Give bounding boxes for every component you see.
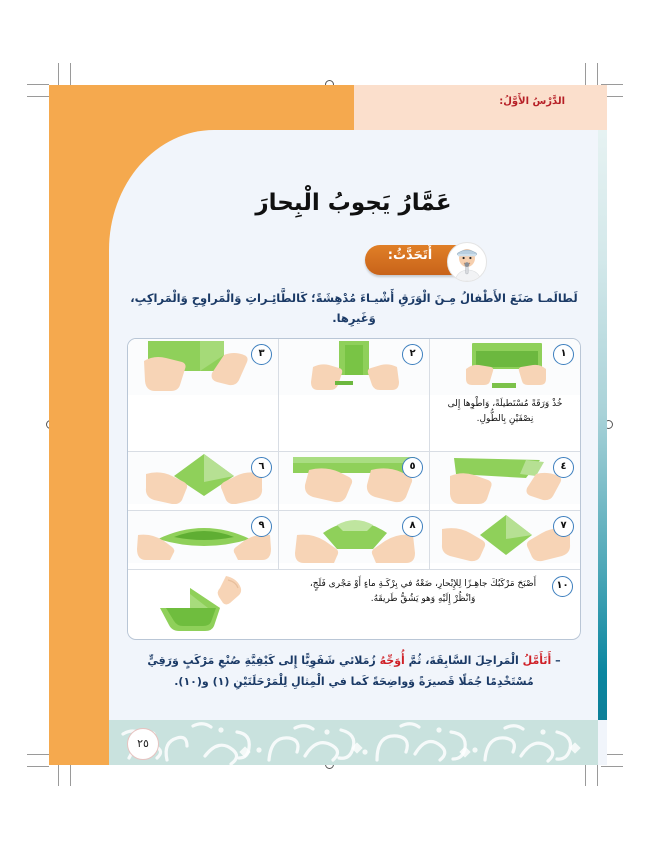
steps-row-1 <box>128 339 580 452</box>
orange-top-band <box>49 85 354 130</box>
step-photo-10 <box>142 574 292 636</box>
crop-mark-bottom-left-h <box>27 754 49 755</box>
page-title: عَمَّارُ يَجوبُ الْبِحارَ <box>255 190 452 216</box>
crop-mark-top-right-v2 <box>597 63 598 85</box>
page-number: ٢٥ <box>127 728 159 760</box>
steps-grid <box>127 338 581 640</box>
teal-edge-strip <box>598 130 607 720</box>
exercise-verb-1: أَتَأَمَّلُ <box>522 654 552 667</box>
orange-left-column <box>49 85 109 765</box>
crop-mark-bottom-left-h2 <box>27 766 49 767</box>
intro-paragraph: لَطالَمـا صَنَعَ الأَطْفالُ مِـنَ الْوَرَقِ أَشْيـاءَ مُدْهِشَةً؛ كَالطَّائِـراتِ وَالْمَراوِحِ وَالْمَراكِبِ، وَغَيرِها. <box>130 291 578 326</box>
speak-badge-label: أَتَحَدَّثُ: <box>387 248 433 263</box>
step-cell-5 <box>278 452 429 510</box>
step-number-10: ١٠ <box>552 576 573 597</box>
calligraphy-pattern-icon <box>109 720 598 765</box>
lesson-header-band <box>354 85 607 130</box>
step-number-2: ٢ <box>402 344 423 365</box>
step-cell-6 <box>128 452 278 510</box>
step-cell-1 <box>429 339 580 451</box>
step-caption-10: أَصْبَحَ مَرْكَبُكَ جاهِـزًا لِلإِبْحارِ، ضَعْهُ في بِرْكَـةِ ماءٍ أَوْ مَجْرى فَلَجٍ، وَانْظُرْ إِلَيْهِ وَهو يَشُقُّ طَريقَهُ. <box>309 579 537 605</box>
lesson-label: الدَّرْسُ الأَوَّلُ: <box>499 96 565 107</box>
step-cell-9 <box>128 511 278 569</box>
footer-band <box>109 720 598 765</box>
speak-badge <box>358 242 483 280</box>
step-cell-8 <box>278 511 429 569</box>
steps-row-2 <box>128 452 580 511</box>
crop-mark-top-left-v <box>70 63 71 85</box>
step-number-9: ٩ <box>251 516 272 537</box>
step-cell-2 <box>278 339 429 451</box>
step-number-6: ٦ <box>251 457 272 478</box>
exercise-dash: – <box>555 654 561 667</box>
step-cell-10 <box>128 570 580 640</box>
step-number-1: ١ <box>553 344 574 365</box>
exercise-text-1: الْمَراحِلَ السَّابِقَةَ، ثُمَّ <box>404 654 523 667</box>
exercise-text-2: زُمَلائي شَفَوِيًّا إِلى كَيْفِيَّةِ صُنْعِ مَرْكَبٍ وَرَقِيٍّ مُسْتَخْدِمًا جُمَلًا قَصيرَةً وَواضِحَةً كَما في الْمِثالِ لِلْمَرْحَلَتَيْنِ (١) و(١٠). <box>147 654 534 689</box>
step-caption-1: خُذْ وَرَقَةً مُسْتَطيلَةً، وَاطْوِها إِلى نِصْفَيْنِ بِالطُّولِ. <box>447 399 563 424</box>
step-number-7: ٧ <box>553 516 574 537</box>
step-cell-4 <box>429 452 580 510</box>
steps-row-4 <box>128 570 580 640</box>
page-sheet <box>49 85 607 765</box>
crop-mark-bottom-right-v2 <box>597 764 598 786</box>
exercise-verb-2: أُوَجِّهُ <box>379 654 405 667</box>
crop-mark-top-right-v <box>585 63 586 85</box>
crop-mark-top-left-v2 <box>58 63 59 85</box>
step-cell-3 <box>128 339 278 451</box>
step-number-8: ٨ <box>402 516 423 537</box>
crop-mark-bottom-left-v <box>70 764 71 786</box>
step-number-5: ٥ <box>402 457 423 478</box>
crop-mark-bottom-right-v <box>585 764 586 786</box>
crop-mark-top-left-h <box>27 84 49 85</box>
page-content <box>109 130 598 720</box>
step-cell-7 <box>429 511 580 569</box>
step-number-3: ٣ <box>251 344 272 365</box>
crop-mark-bottom-right-h2 <box>601 766 623 767</box>
steps-row-3 <box>128 511 580 570</box>
crop-mark-bottom-left-v2 <box>58 764 59 786</box>
crop-mark-top-left-h2 <box>27 96 49 97</box>
exercise-paragraph <box>128 650 580 693</box>
step-number-4: ٤ <box>553 457 574 478</box>
boy-with-microphone-icon <box>447 242 487 282</box>
